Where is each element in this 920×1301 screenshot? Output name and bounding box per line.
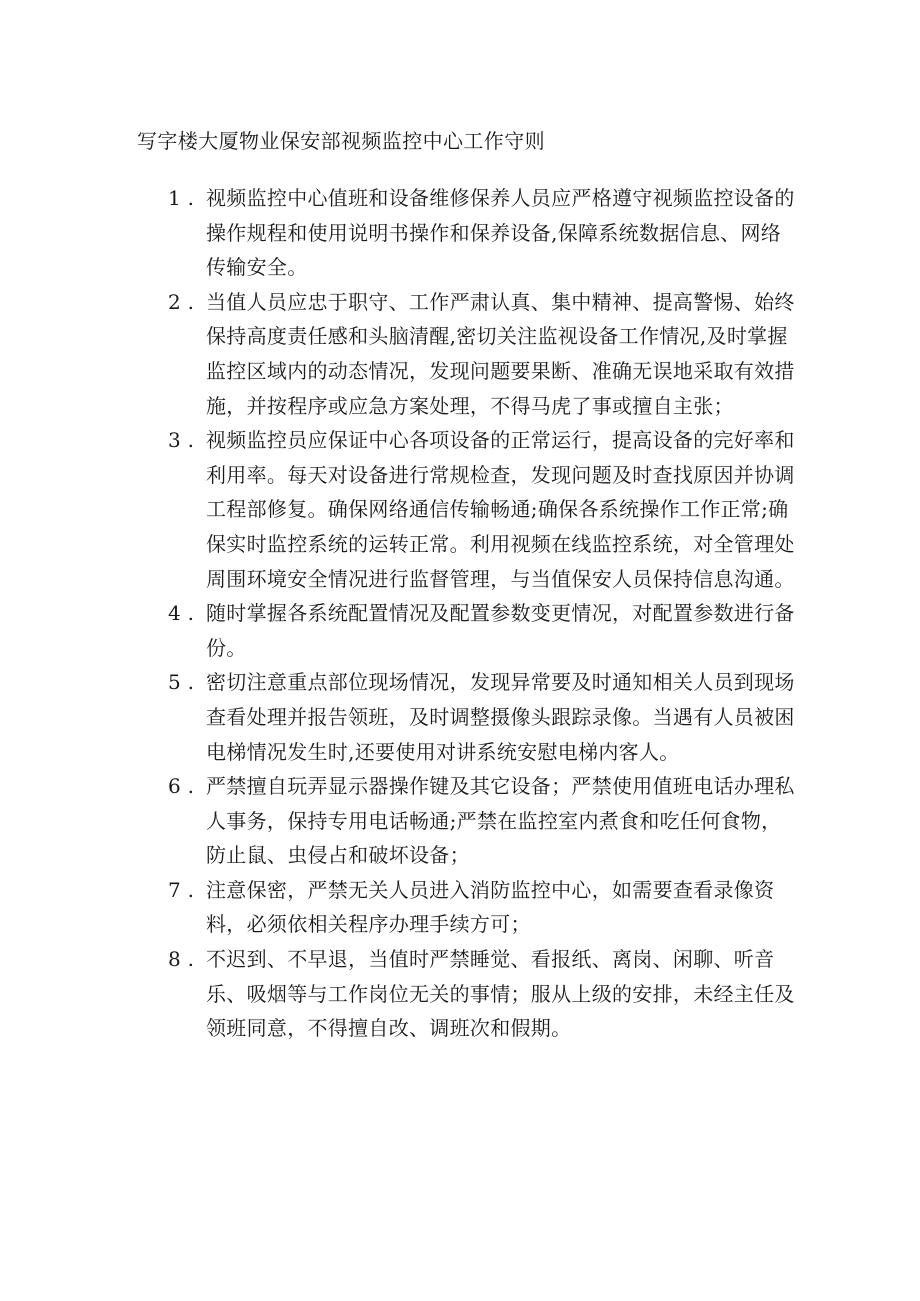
rule-number: 3 . <box>168 428 195 453</box>
rule-number: 4 . <box>168 601 195 626</box>
rule-item <box>168 596 798 665</box>
rule-number: 7 . <box>168 877 195 902</box>
rule-number: 5 . <box>168 670 195 695</box>
rule-number: 1 . <box>168 186 195 210</box>
rule-item <box>168 665 798 769</box>
rule-text: 不迟到、不早退，当值时严禁睡觉、看报纸、离岗、闲聊、听音乐、吸烟等与工作岗位无关的事情；服从上级的安排，未经主任及领班同意，不得擅自改、调班次和假期。 <box>206 947 795 1041</box>
rule-number: 6 . <box>168 774 195 799</box>
rule-text: 严禁擅自玩弄显示器操作键及其它设备；严禁使用值班电话办理私人事务，保持专用电话畅通;严禁在监控室内煮食和吃任何食物，防止鼠、虫侵占和破坏设备； <box>206 774 795 868</box>
rule-item <box>168 181 798 285</box>
rule-text: 密切注意重点部位现场情况，发现异常要及时通知相关人员到现场查看处理并报告领班，及时调整摄像头跟踪录像。当遇有人员被困电梯情况发生时,还要使用对讲系统安慰电梯内客人。 <box>206 670 795 764</box>
rule-item <box>168 873 798 942</box>
rule-item <box>168 285 798 423</box>
rule-number: 8 . <box>168 947 195 972</box>
rules-list <box>168 181 798 1046</box>
rule-item <box>168 423 798 596</box>
rule-text: 随时掌握各系统配置情况及配置参数变更情况，对配置参数进行备份。 <box>206 601 795 660</box>
rule-item <box>168 769 798 873</box>
rule-text: 当值人员应忠于职守、工作严肃认真、集中精神、提高警惕、始终保持高度责任感和头脑清醒,密切关注监视设备工作情况,及时掌握监控区域内的动态情况，发现问题要果断、准确无误地采取有效措施，并按程序或应急方案处理，不得马虎了事或擅自主张； <box>206 289 795 418</box>
rule-item <box>168 942 798 1046</box>
rule-number: 2 . <box>168 289 195 314</box>
rule-text: 视频监控中心值班和设备维修保养人员应严格遵守视频监控设备的操作规程和使用说明书操作和保养设备,保障系统数据信息、网络传输安全。 <box>206 186 795 280</box>
rule-text: 注意保密，严禁无关人员进入消防监控中心，如需要查看录像资料，必须依相关程序办理手续方可； <box>206 877 775 937</box>
rule-text: 视频监控员应保证中心各项设备的正常运行，提高设备的完好率和利用率。每天对设备进行常规检查，发现问题及时查找原因并协调工程部修复。确保网络通信传输畅通;确保各系统操作工作正常;确保实时监控系统的运转正常。利用视频在线监控系统，对全管理处周围环境安全情况进行监督管理，与当值保安人员保持信息沟通。 <box>206 428 795 591</box>
document-title: 写字楼大厦物业保安部视频监控中心工作守则 <box>137 129 545 153</box>
